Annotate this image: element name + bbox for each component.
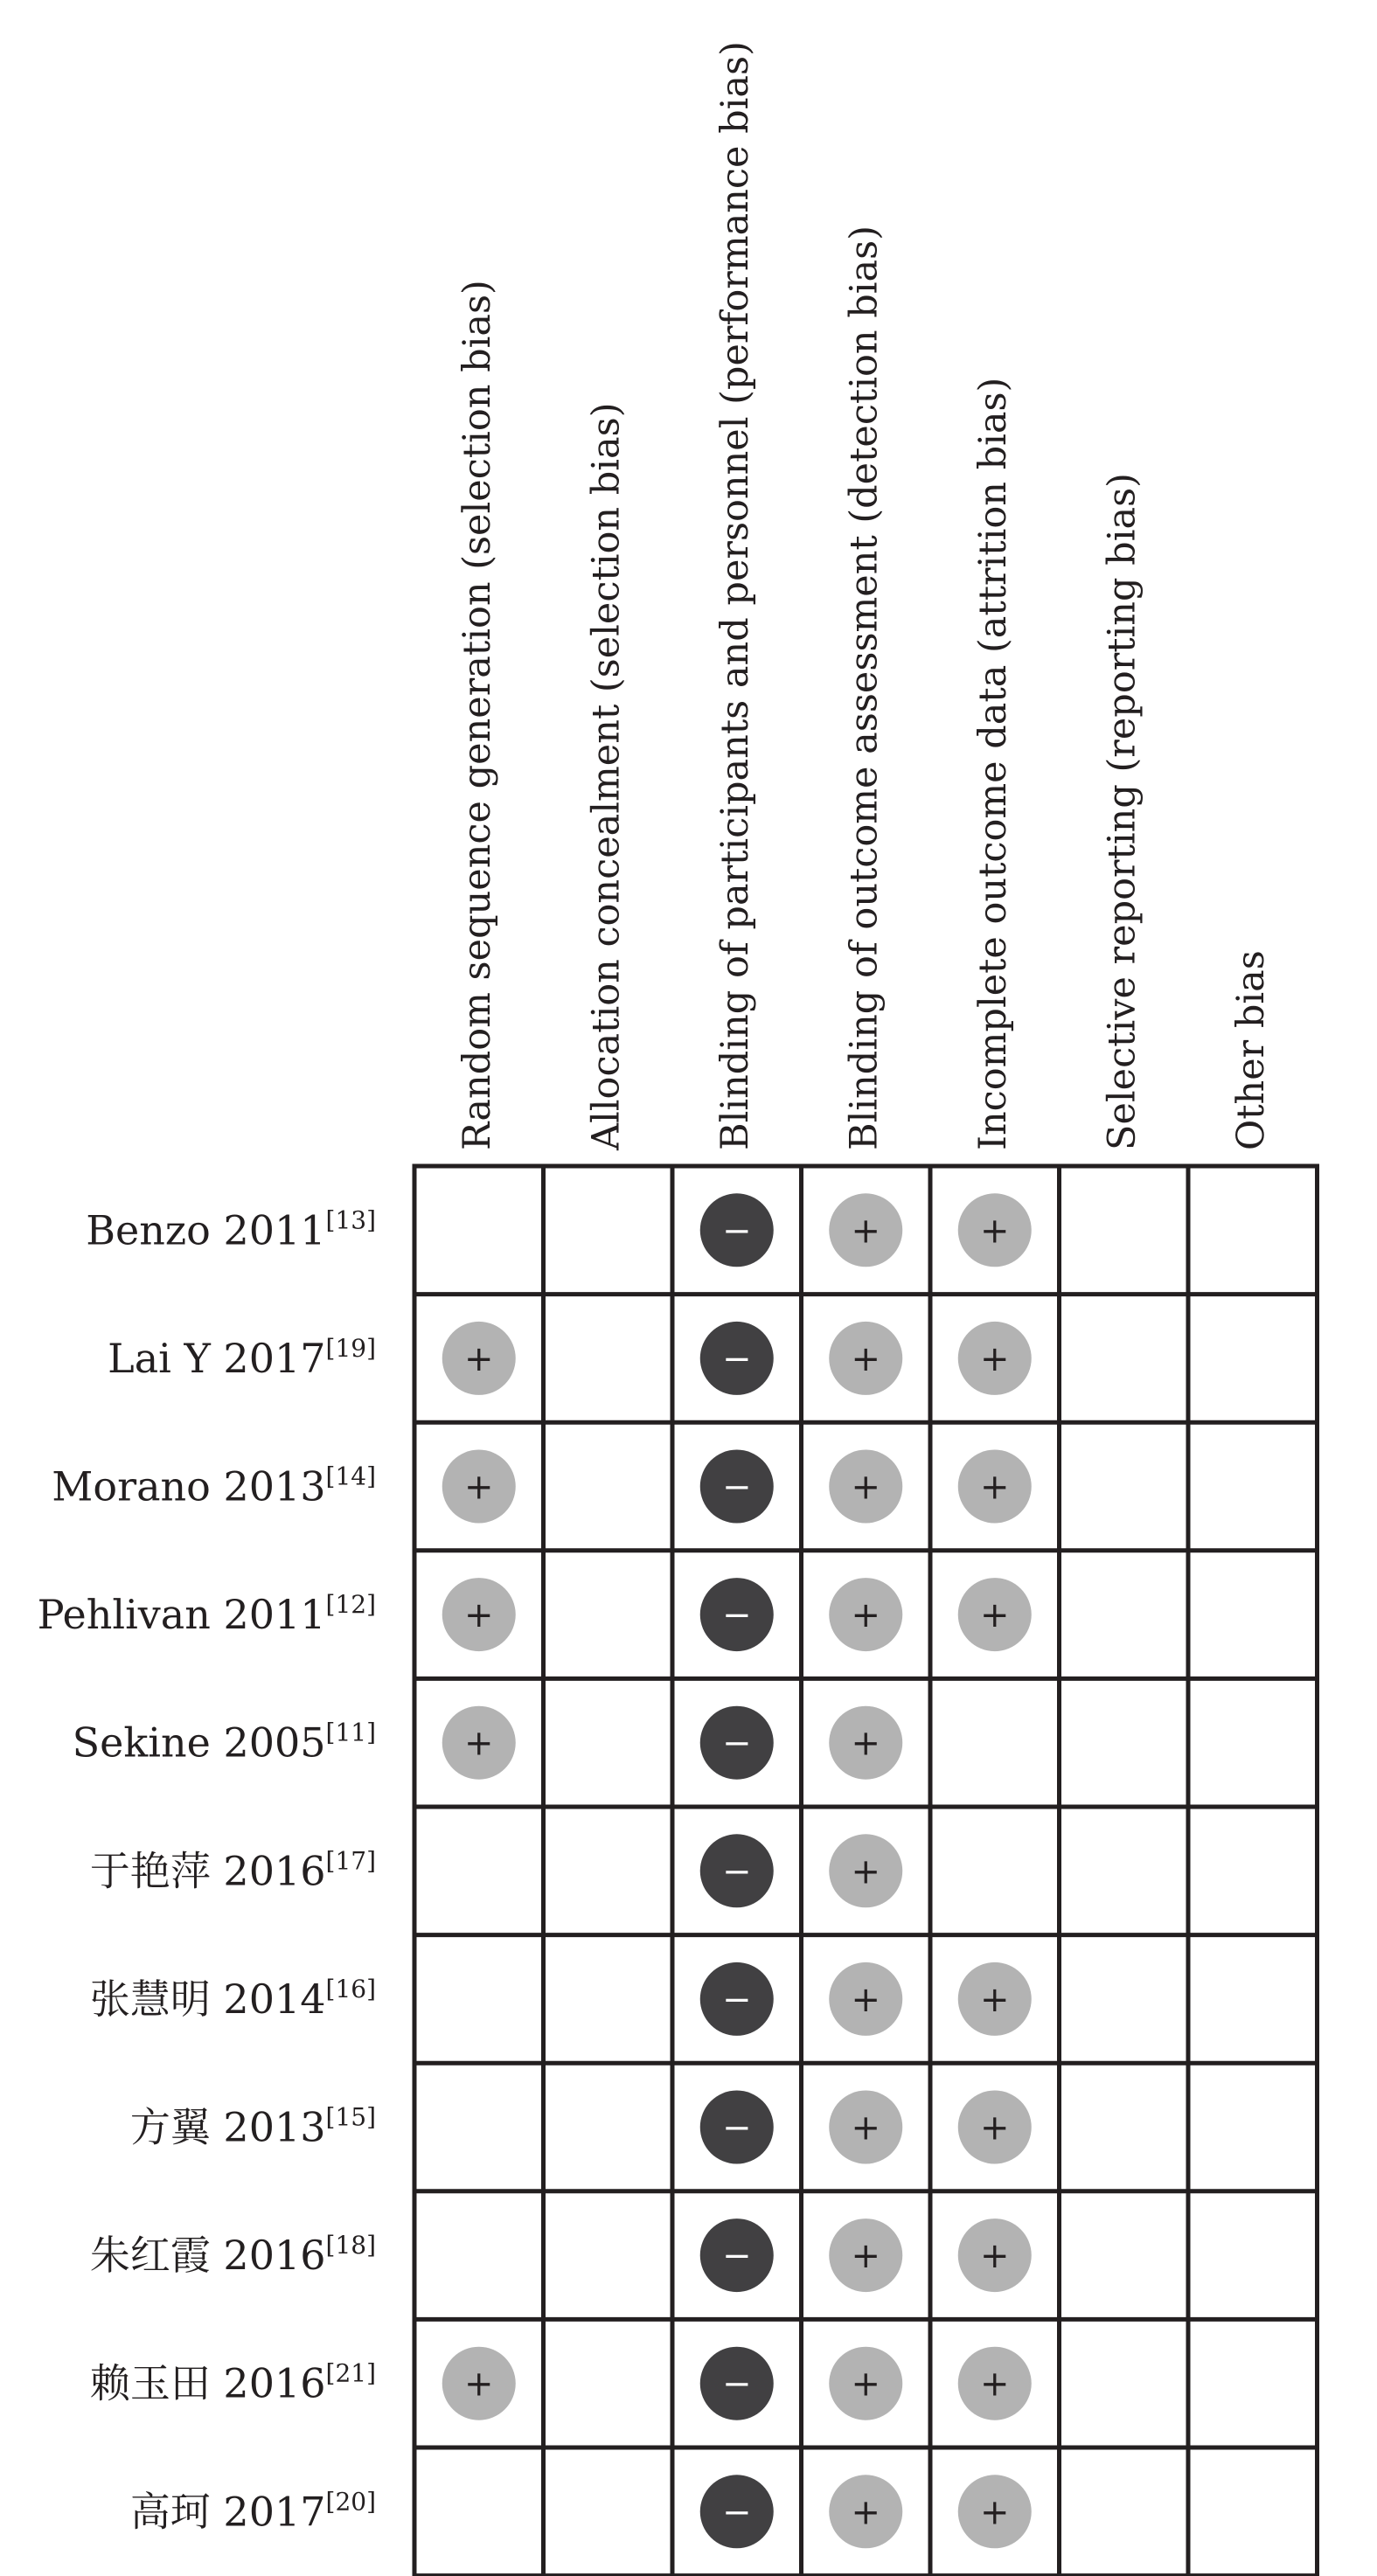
minus-icon: − [721, 1338, 752, 1379]
plus-icon: + [851, 2236, 881, 2277]
minus-icon: − [721, 1723, 752, 1764]
high-risk-marker [700, 1578, 774, 1651]
column-label: Incomplete outcome data (attrition bias) [970, 377, 1015, 1150]
plus-icon: + [463, 1723, 494, 1764]
high-risk-marker [700, 1706, 774, 1780]
column-label: Blinding of outcome assessment (detection bias) [842, 226, 887, 1150]
low-risk-marker [958, 1322, 1032, 1395]
low-risk-marker [958, 1962, 1032, 2036]
low-risk-marker [829, 1706, 902, 1780]
low-risk-marker [829, 2475, 902, 2548]
low-risk-marker [442, 1450, 516, 1524]
column-label: Selective reporting (reporting bias) [1100, 473, 1144, 1150]
low-risk-marker [829, 1834, 902, 1907]
study-reference: [13] [325, 1205, 376, 1235]
high-risk-marker [700, 1962, 774, 2036]
plus-icon: + [463, 1467, 494, 1508]
study-name: 于艳萍 2016 [89, 1847, 326, 1895]
low-risk-marker [829, 1322, 902, 1395]
study-label [38, 1590, 376, 1638]
plus-icon: + [851, 1723, 881, 1764]
minus-icon: − [721, 1211, 752, 1252]
low-risk-marker [442, 1322, 516, 1395]
minus-icon: − [721, 2236, 752, 2277]
study-reference: [16] [325, 1974, 376, 2003]
study-name: 张慧明 2014 [89, 1975, 326, 2023]
plus-icon: + [851, 1211, 881, 1252]
low-risk-marker [829, 1578, 902, 1651]
study-name: Lai Y 2017 [108, 1334, 326, 1382]
study-reference: [12] [325, 1590, 376, 1620]
study-reference: [19] [325, 1333, 376, 1363]
column-label: Allocation concealment (selection bias) [584, 402, 629, 1150]
study-name: Benzo 2011 [86, 1206, 326, 1254]
study-reference: [18] [325, 2231, 376, 2260]
low-risk-marker [958, 2475, 1032, 2548]
study-label [90, 1846, 376, 1894]
study-label [130, 2487, 376, 2535]
low-risk-marker [829, 1193, 902, 1267]
low-risk-marker [442, 1706, 516, 1780]
plus-icon: + [979, 2236, 1010, 2277]
plus-icon: + [851, 1851, 881, 1892]
study-name: 赖玉田 2016 [89, 2359, 326, 2407]
high-risk-marker [700, 1193, 774, 1267]
study-name: 高珂 2017 [129, 2488, 326, 2536]
plus-icon: + [851, 1979, 881, 2020]
high-risk-marker [700, 2091, 774, 2164]
plus-icon: + [979, 1338, 1010, 1379]
study-name: Sekine 2005 [72, 1718, 326, 1767]
low-risk-marker [829, 2091, 902, 2164]
low-risk-marker [958, 2347, 1032, 2420]
row-labels [38, 1205, 376, 2535]
high-risk-marker [700, 1322, 774, 1395]
column-label: Blinding of participants and personnel (performance bias) [713, 41, 757, 1150]
minus-icon: − [721, 2364, 752, 2405]
study-label [73, 1718, 376, 1767]
plus-icon: + [851, 2492, 881, 2533]
plus-icon: + [463, 1595, 494, 1636]
study-reference: [17] [325, 1846, 376, 1876]
low-risk-marker [442, 1578, 516, 1651]
minus-icon: − [721, 1851, 752, 1892]
column-label: Random sequence generation (selection bias) [455, 280, 499, 1150]
minus-icon: − [721, 1467, 752, 1508]
high-risk-marker [700, 2347, 774, 2420]
plus-icon: + [979, 1595, 1010, 1636]
column-label: Other bias [1228, 950, 1273, 1150]
plus-icon: + [979, 2364, 1010, 2405]
plus-icon: + [851, 1595, 881, 1636]
high-risk-marker [700, 2475, 774, 2548]
judgement-cells [442, 1193, 1032, 2548]
study-label [86, 1205, 376, 1253]
low-risk-marker [958, 1450, 1032, 1524]
study-reference: [21] [325, 2358, 376, 2388]
plus-icon: + [463, 1338, 494, 1379]
study-label [90, 2231, 376, 2279]
plus-icon: + [851, 1467, 881, 1508]
plus-icon: + [851, 2364, 881, 2405]
plus-icon: + [463, 2364, 494, 2405]
column-labels [456, 41, 1273, 1151]
low-risk-marker [829, 2218, 902, 2292]
minus-icon: − [721, 2492, 752, 2533]
plus-icon: + [979, 1467, 1010, 1508]
high-risk-marker [700, 2218, 774, 2292]
minus-icon: − [721, 1979, 752, 2020]
low-risk-marker [958, 1193, 1032, 1267]
plus-icon: + [979, 1211, 1010, 1252]
low-risk-marker [829, 1962, 902, 2036]
low-risk-marker [958, 2218, 1032, 2292]
plus-icon: + [851, 2107, 881, 2149]
low-risk-marker [958, 1578, 1032, 1651]
low-risk-marker [829, 1450, 902, 1524]
study-label [130, 2103, 376, 2151]
plus-icon: + [979, 2107, 1010, 2149]
study-label [108, 1334, 376, 1382]
study-name: 朱红霞 2016 [89, 2232, 326, 2280]
study-label [90, 2359, 376, 2407]
study-name: Morano 2013 [52, 1462, 326, 1510]
study-name: Pehlivan 2011 [37, 1591, 326, 1639]
plus-icon: + [851, 1338, 881, 1379]
study-reference: [20] [325, 2487, 376, 2517]
low-risk-marker [958, 2091, 1032, 2164]
study-reference: [11] [325, 1718, 376, 1747]
study-name: 方翼 2013 [129, 2103, 326, 2151]
high-risk-marker [700, 1450, 774, 1524]
study-label [52, 1462, 376, 1510]
low-risk-marker [442, 2347, 516, 2420]
study-reference: [14] [325, 1462, 376, 1491]
minus-icon: − [721, 1595, 752, 1636]
study-label [90, 1975, 376, 2023]
minus-icon: − [721, 2107, 752, 2149]
plus-icon: + [979, 2492, 1010, 2533]
low-risk-marker [829, 2347, 902, 2420]
high-risk-marker [700, 1834, 774, 1907]
plus-icon: + [979, 1979, 1010, 2020]
study-reference: [15] [325, 2102, 376, 2132]
